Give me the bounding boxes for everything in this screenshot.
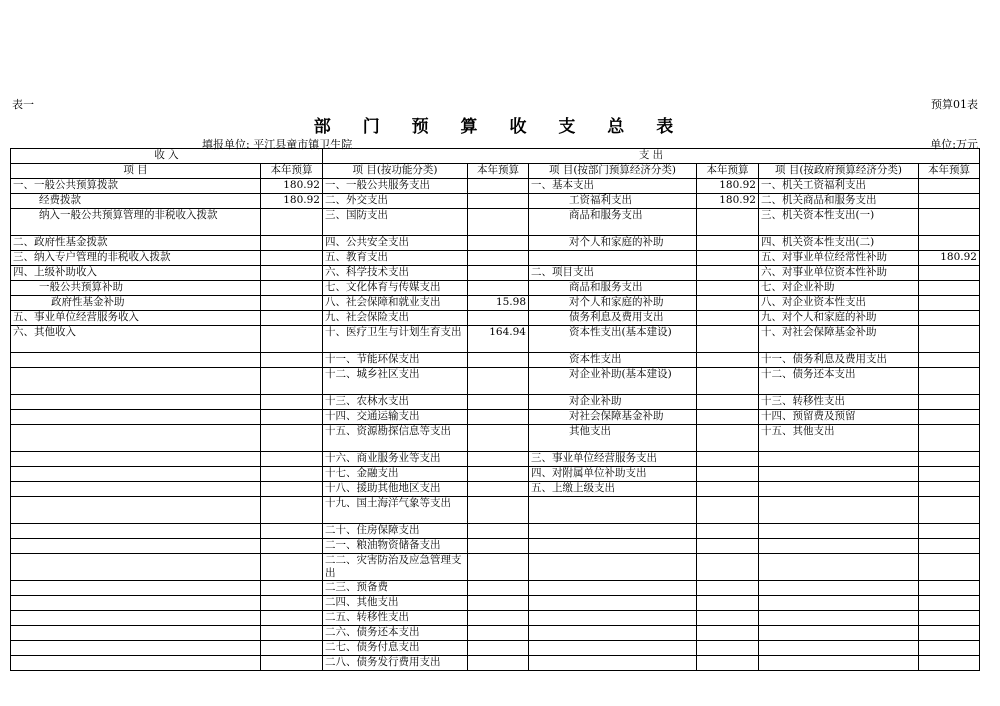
budget-amount-cell — [919, 539, 980, 554]
budget-amount-cell — [468, 641, 529, 656]
budget-amount-cell — [697, 281, 759, 296]
table-row — [11, 524, 980, 539]
table-code: 预算01表 — [931, 98, 978, 111]
item-cell: 一般公共预算补助 — [11, 281, 261, 296]
budget-amount-cell — [697, 410, 759, 425]
income-group-header: 收 入 — [11, 149, 323, 164]
budget-amount-cell — [261, 209, 323, 236]
reporting-unit: 填报单位: 平江县童市镇卫生院 — [202, 138, 353, 151]
table-row — [11, 311, 980, 326]
item-cell — [11, 467, 261, 482]
item-cell: 二八、债务发行费用支出 — [323, 656, 468, 671]
column-header: 本年预算 — [261, 164, 323, 179]
budget-amount-cell — [468, 425, 529, 452]
item-cell: 二七、债务付息支出 — [323, 641, 468, 656]
budget-amount-cell — [468, 524, 529, 539]
table-row — [11, 194, 980, 209]
budget-amount-cell: 180.92 — [697, 194, 759, 209]
item-cell: 六、科学技术支出 — [323, 266, 468, 281]
item-cell: 一、一般公共服务支出 — [323, 179, 468, 194]
budget-amount-cell — [261, 539, 323, 554]
table-row — [11, 596, 980, 611]
item-cell: 一、一般公共预算拨款 — [11, 179, 261, 194]
budget-amount-cell — [261, 251, 323, 266]
item-cell: 九、社会保险支出 — [323, 311, 468, 326]
item-cell: 十八、援助其他地区支出 — [323, 482, 468, 497]
budget-amount-cell — [261, 326, 323, 353]
budget-amount-cell — [697, 524, 759, 539]
item-cell — [11, 626, 261, 641]
budget-amount-cell: 15.98 — [468, 296, 529, 311]
budget-amount-cell — [697, 596, 759, 611]
budget-amount-cell — [468, 353, 529, 368]
budget-amount-cell: 180.92 — [697, 179, 759, 194]
budget-amount-cell — [697, 236, 759, 251]
item-cell: 二、机关商品和服务支出 — [759, 194, 919, 209]
item-cell: 工资福利支出 — [529, 194, 697, 209]
item-cell — [529, 596, 697, 611]
table-row — [11, 656, 980, 671]
item-cell: 十六、商业服务业等支出 — [323, 452, 468, 467]
item-cell: 资本性支出(基本建设) — [529, 326, 697, 353]
item-cell — [529, 641, 697, 656]
budget-amount-cell — [697, 311, 759, 326]
item-cell: 十四、交通运输支出 — [323, 410, 468, 425]
budget-amount-cell — [468, 539, 529, 554]
item-cell: 十三、转移性支出 — [759, 395, 919, 410]
budget-amount-cell — [468, 281, 529, 296]
budget-summary-table — [10, 148, 980, 671]
item-cell — [529, 626, 697, 641]
budget-amount-cell — [919, 626, 980, 641]
item-cell — [529, 581, 697, 596]
budget-amount-cell — [919, 641, 980, 656]
table-row — [11, 410, 980, 425]
budget-amount-cell — [468, 554, 529, 581]
item-cell — [11, 656, 261, 671]
item-cell: 十二、债务还本支出 — [759, 368, 919, 395]
item-cell: 二六、债务还本支出 — [323, 626, 468, 641]
item-cell: 债务利息及费用支出 — [529, 311, 697, 326]
item-cell — [759, 497, 919, 524]
item-cell — [529, 251, 697, 266]
budget-amount-cell — [468, 194, 529, 209]
budget-amount-cell — [697, 626, 759, 641]
item-cell — [759, 467, 919, 482]
table-row — [11, 425, 980, 452]
budget-amount-cell — [468, 452, 529, 467]
budget-amount-cell — [261, 524, 323, 539]
budget-amount-cell — [261, 611, 323, 626]
item-cell — [759, 626, 919, 641]
budget-amount-cell — [919, 368, 980, 395]
item-cell: 对社会保障基金补助 — [529, 410, 697, 425]
item-cell: 十一、节能环保支出 — [323, 353, 468, 368]
table-row — [11, 626, 980, 641]
table-row — [11, 482, 980, 497]
budget-amount-cell — [261, 581, 323, 596]
item-cell: 十三、农林水支出 — [323, 395, 468, 410]
budget-amount-cell — [919, 482, 980, 497]
budget-amount-cell — [697, 395, 759, 410]
item-cell — [759, 554, 919, 581]
item-cell: 七、文化体育与传媒支出 — [323, 281, 468, 296]
item-cell: 十四、预留费及预留 — [759, 410, 919, 425]
budget-amount-cell — [261, 266, 323, 281]
item-cell: 一、机关工资福利支出 — [759, 179, 919, 194]
budget-amount-cell — [468, 482, 529, 497]
item-cell: 二一、粮油物资储备支出 — [323, 539, 468, 554]
budget-amount-cell — [468, 179, 529, 194]
budget-amount-cell — [468, 410, 529, 425]
budget-amount-cell — [697, 425, 759, 452]
budget-amount-cell — [919, 326, 980, 353]
budget-amount-cell: 180.92 — [919, 251, 980, 266]
item-cell — [11, 581, 261, 596]
budget-amount-cell: 180.92 — [261, 194, 323, 209]
budget-amount-cell — [919, 467, 980, 482]
item-cell: 二五、转移性支出 — [323, 611, 468, 626]
budget-amount-cell — [697, 326, 759, 353]
table-row — [11, 236, 980, 251]
budget-amount-cell — [468, 626, 529, 641]
item-cell: 四、上级补助收入 — [11, 266, 261, 281]
column-header: 本年预算 — [468, 164, 529, 179]
budget-amount-cell — [919, 281, 980, 296]
item-cell: 九、对个人和家庭的补助 — [759, 311, 919, 326]
item-cell: 对企业补助 — [529, 395, 697, 410]
budget-amount-cell — [468, 596, 529, 611]
column-header: 本年预算 — [697, 164, 759, 179]
table-row — [11, 395, 980, 410]
budget-amount-cell — [919, 353, 980, 368]
budget-amount-cell — [697, 611, 759, 626]
item-cell: 五、事业单位经营服务收入 — [11, 311, 261, 326]
item-cell: 十七、金融支出 — [323, 467, 468, 482]
budget-amount-cell — [697, 266, 759, 281]
item-cell: 其他支出 — [529, 425, 697, 452]
item-cell: 二二、灾害防治及应急管理支出 — [323, 554, 468, 581]
item-cell: 十二、城乡社区支出 — [323, 368, 468, 395]
budget-amount-cell — [697, 497, 759, 524]
item-cell — [11, 353, 261, 368]
item-cell — [529, 497, 697, 524]
item-cell: 十五、资源勘探信息等支出 — [323, 425, 468, 452]
budget-amount-cell — [468, 611, 529, 626]
currency-unit: 单位:万元 — [930, 138, 978, 151]
budget-amount-cell — [697, 296, 759, 311]
item-cell: 七、对企业补助 — [759, 281, 919, 296]
budget-amount-cell — [697, 482, 759, 497]
item-cell — [11, 554, 261, 581]
budget-amount-cell — [261, 467, 323, 482]
table-row — [11, 209, 980, 236]
item-cell: 八、对企业资本性支出 — [759, 296, 919, 311]
budget-amount-cell — [468, 311, 529, 326]
item-cell — [759, 641, 919, 656]
item-cell — [759, 611, 919, 626]
item-cell: 商品和服务支出 — [529, 209, 697, 236]
budget-amount-cell — [697, 554, 759, 581]
column-header: 项 目(按部门预算经济分类) — [529, 164, 697, 179]
item-cell: 十、医疗卫生与计划生育支出 — [323, 326, 468, 353]
budget-amount-cell — [261, 497, 323, 524]
budget-amount-cell — [919, 179, 980, 194]
budget-amount-cell — [261, 641, 323, 656]
item-cell: 二四、其他支出 — [323, 596, 468, 611]
budget-amount-cell — [261, 281, 323, 296]
budget-amount-cell — [468, 395, 529, 410]
group-header-row — [11, 149, 980, 164]
item-cell — [759, 656, 919, 671]
budget-amount-cell — [261, 425, 323, 452]
budget-amount-cell — [919, 395, 980, 410]
item-cell: 四、机关资本性支出(二) — [759, 236, 919, 251]
budget-amount-cell — [919, 596, 980, 611]
budget-amount-cell — [468, 209, 529, 236]
table-row — [11, 539, 980, 554]
table-row — [11, 497, 980, 524]
item-cell — [11, 452, 261, 467]
item-cell: 二、项目支出 — [529, 266, 697, 281]
item-cell — [11, 596, 261, 611]
budget-amount-cell — [468, 251, 529, 266]
page-title: 部 门 预 算 收 支 总 表 — [313, 117, 687, 137]
budget-amount-cell — [919, 611, 980, 626]
budget-amount-cell — [697, 209, 759, 236]
item-cell: 十九、国土海洋气象等支出 — [323, 497, 468, 524]
item-cell: 资本性支出 — [529, 353, 697, 368]
item-cell: 对企业补助(基本建设) — [529, 368, 697, 395]
item-cell: 十五、其他支出 — [759, 425, 919, 452]
form-number: 表一 — [12, 98, 34, 111]
item-cell — [529, 656, 697, 671]
budget-amount-cell — [919, 410, 980, 425]
item-cell — [529, 554, 697, 581]
item-cell — [759, 539, 919, 554]
item-cell — [529, 539, 697, 554]
item-cell: 五、教育支出 — [323, 251, 468, 266]
budget-amount-cell — [261, 236, 323, 251]
budget-amount-cell — [468, 497, 529, 524]
budget-amount-cell — [919, 581, 980, 596]
table-body — [11, 179, 980, 671]
item-cell: 四、对附属单位补助支出 — [529, 467, 697, 482]
column-header: 项 目(按政府预算经济分类) — [759, 164, 919, 179]
table-row — [11, 611, 980, 626]
budget-amount-cell — [697, 467, 759, 482]
item-cell — [11, 611, 261, 626]
item-cell: 政府性基金补助 — [11, 296, 261, 311]
table-row — [11, 251, 980, 266]
table-row — [11, 368, 980, 395]
item-cell: 三、国防支出 — [323, 209, 468, 236]
item-cell: 纳入一般公共预算管理的非税收入拨款 — [11, 209, 261, 236]
table-row — [11, 266, 980, 281]
item-cell — [11, 368, 261, 395]
item-cell: 经费拨款 — [11, 194, 261, 209]
budget-amount-cell — [261, 596, 323, 611]
budget-amount-cell — [261, 353, 323, 368]
budget-amount-cell — [697, 251, 759, 266]
item-cell — [11, 539, 261, 554]
item-cell: 六、对事业单位资本性补助 — [759, 266, 919, 281]
table-row — [11, 179, 980, 194]
item-cell: 三、事业单位经营服务支出 — [529, 452, 697, 467]
item-cell: 一、基本支出 — [529, 179, 697, 194]
budget-amount-cell — [261, 395, 323, 410]
item-cell — [11, 641, 261, 656]
column-header-row — [11, 164, 980, 179]
item-cell — [529, 524, 697, 539]
budget-amount-cell — [697, 452, 759, 467]
budget-amount-cell — [697, 656, 759, 671]
table-row — [11, 326, 980, 353]
item-cell — [759, 482, 919, 497]
budget-amount-cell — [468, 236, 529, 251]
budget-amount-cell — [261, 368, 323, 395]
item-cell — [11, 410, 261, 425]
item-cell — [759, 581, 919, 596]
budget-amount-cell — [919, 425, 980, 452]
item-cell: 二十、住房保障支出 — [323, 524, 468, 539]
item-cell — [11, 497, 261, 524]
budget-amount-cell — [697, 539, 759, 554]
item-cell — [759, 524, 919, 539]
budget-amount-cell — [919, 524, 980, 539]
item-cell: 十、对社会保障基金补助 — [759, 326, 919, 353]
table-row — [11, 296, 980, 311]
item-cell — [11, 482, 261, 497]
table-row — [11, 452, 980, 467]
item-cell: 十一、债务利息及费用支出 — [759, 353, 919, 368]
table-row — [11, 581, 980, 596]
budget-amount-cell — [919, 311, 980, 326]
item-cell: 四、公共安全支出 — [323, 236, 468, 251]
budget-amount-cell — [468, 656, 529, 671]
budget-amount-cell — [919, 452, 980, 467]
budget-amount-cell — [261, 656, 323, 671]
item-cell — [529, 611, 697, 626]
item-cell: 五、上缴上级支出 — [529, 482, 697, 497]
budget-amount-cell — [261, 410, 323, 425]
item-cell: 二、外交支出 — [323, 194, 468, 209]
budget-amount-cell — [919, 497, 980, 524]
budget-amount-cell: 164.94 — [468, 326, 529, 353]
item-cell: 六、其他收入 — [11, 326, 261, 353]
column-header: 项 目 — [11, 164, 261, 179]
item-cell: 三、机关资本性支出(一) — [759, 209, 919, 236]
budget-amount-cell — [261, 482, 323, 497]
budget-amount-cell — [697, 581, 759, 596]
item-cell — [11, 425, 261, 452]
budget-amount-cell — [468, 368, 529, 395]
item-cell: 三、纳入专户管理的非税收入拨款 — [11, 251, 261, 266]
item-cell: 八、社会保障和就业支出 — [323, 296, 468, 311]
expense-group-header: 支 出 — [323, 149, 980, 164]
item-cell: 商品和服务支出 — [529, 281, 697, 296]
table-row — [11, 641, 980, 656]
budget-amount-cell — [468, 266, 529, 281]
item-cell: 对个人和家庭的补助 — [529, 296, 697, 311]
budget-amount-cell: 180.92 — [261, 179, 323, 194]
table-row — [11, 281, 980, 296]
budget-amount-cell — [919, 266, 980, 281]
item-cell: 二三、预备费 — [323, 581, 468, 596]
budget-amount-cell — [919, 296, 980, 311]
budget-amount-cell — [468, 467, 529, 482]
item-cell — [759, 452, 919, 467]
budget-amount-cell — [261, 311, 323, 326]
item-cell — [11, 395, 261, 410]
table-row — [11, 467, 980, 482]
budget-amount-cell — [919, 194, 980, 209]
budget-amount-cell — [261, 626, 323, 641]
item-cell: 二、政府性基金拨款 — [11, 236, 261, 251]
budget-amount-cell — [697, 368, 759, 395]
budget-amount-cell — [919, 209, 980, 236]
budget-amount-cell — [261, 554, 323, 581]
item-cell: 对个人和家庭的补助 — [529, 236, 697, 251]
budget-amount-cell — [919, 554, 980, 581]
budget-amount-cell — [261, 452, 323, 467]
column-header: 本年预算 — [919, 164, 980, 179]
item-cell: 五、对事业单位经常性补助 — [759, 251, 919, 266]
budget-amount-cell — [697, 641, 759, 656]
budget-amount-cell — [919, 236, 980, 251]
budget-amount-cell — [261, 296, 323, 311]
table-row — [11, 554, 980, 581]
budget-amount-cell — [468, 581, 529, 596]
table-row — [11, 353, 980, 368]
budget-amount-cell — [697, 353, 759, 368]
budget-amount-cell — [919, 656, 980, 671]
item-cell — [11, 524, 261, 539]
item-cell — [759, 596, 919, 611]
column-header: 项 目(按功能分类) — [323, 164, 468, 179]
